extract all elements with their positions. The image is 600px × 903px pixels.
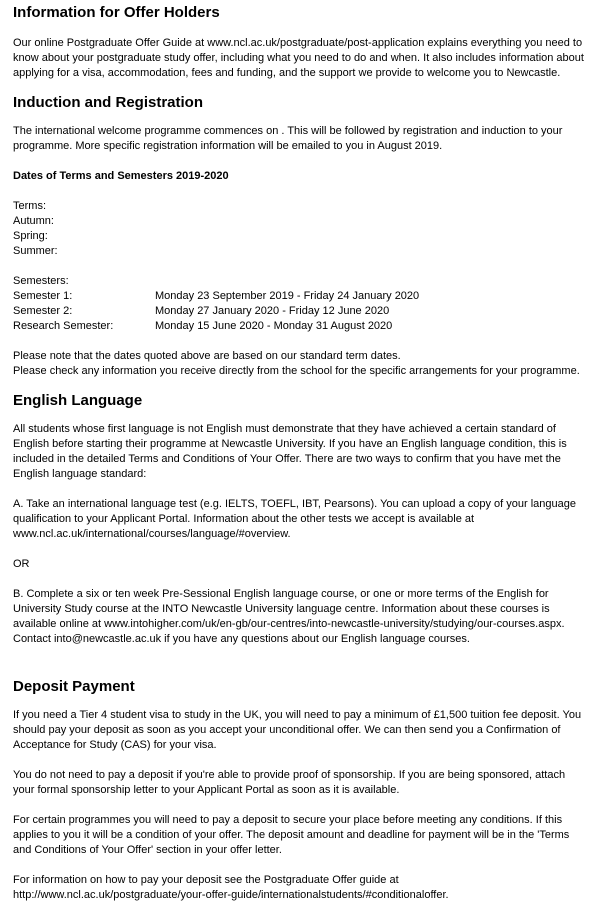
terms-list — [13, 199, 587, 259]
deposit-info-url: http://www.ncl.ac.uk/postgraduate/your-offer-guide/internationalstudents/#conditionaloffer. — [13, 889, 449, 901]
semester-name: Research Semester: — [13, 320, 114, 332]
offer-holders-heading: Information for Offer Holders — [13, 4, 220, 21]
terms-label: Terms: — [13, 200, 46, 212]
english-intro: All students whose first language is not English must demonstrate that they have achieved a certain standard of English before starting their programme at Newcastle University. If you have an English language condition, this is included in the detailed Terms and Conditions of Your Offer. There are two ways to confirm that you have met the English language standard: — [13, 423, 567, 480]
semester-row — [13, 289, 587, 304]
dates-heading: Dates of Terms and Semesters 2019-2020 — [13, 170, 229, 182]
deposit-sponsorship-paragraph: You do not need to pay a deposit if you're able to provide proof of sponsorship. If you are being sponsored, attach your formal sponsorship letter to your Applicant Portal as soon as it is available. — [13, 769, 566, 796]
english-heading: English Language — [13, 392, 143, 409]
term-spring: Spring: — [13, 230, 48, 242]
semesters-list — [13, 274, 587, 334]
school-arrangements-note: Please check any information you receive directly from the school for the specific arrangements for your programme. — [13, 365, 580, 377]
semester-name: Semester 1: — [13, 290, 73, 302]
semester-dates: Monday 23 September 2019 - Friday 24 January 2020 — [155, 290, 420, 302]
semester-dates: Monday 15 June 2020 - Monday 31 August 2020 — [155, 320, 393, 332]
english-option-a: A. Take an international language test (e.g. IELTS, TOEFL, IBT, Pearsons). You can upload a copy of your language qualification to your Applicant Portal. Information about the other tests we accept is available at www.ncl.ac.uk/international/courses/language/#overview. — [13, 498, 576, 540]
deposit-visa-paragraph: If you need a Tier 4 student visa to study in the UK, you will need to pay a minimum of £1,500 tuition fee deposit. You should pay your deposit as soon as you accept your unconditional offer. We can then send you a Confirmation of Acceptance for Study (CAS) for your visa. — [13, 709, 582, 751]
induction-body: The international welcome programme commences on . This will be followed by registration and induction to your programme. More specific registration information will be emailed to you in August 2019. — [13, 125, 563, 152]
term-summer: Summer: — [13, 245, 58, 257]
deposit-info-line: For information on how to pay your deposit see the Postgraduate Offer guide at — [13, 874, 399, 886]
semester-dates: Monday 27 January 2020 - Friday 12 June 2020 — [155, 305, 390, 317]
term-autumn: Autumn: — [13, 215, 54, 227]
english-option-b: B. Complete a six or ten week Pre-Sessional English language course, or one or more terms of the English for University Study course at the INTO Newcastle University language centre. Information about these courses is available online at www.intohigher.com/uk/en-gb/our-centres/into-newcastle-university/studying/our-courses.aspx. Contact into@newcastle.ac.uk if you have any questions about our English language courses. — [13, 588, 565, 645]
offer-holders-body: Our online Postgraduate Offer Guide at www.ncl.ac.uk/postgraduate/post-application explains everything you need to know about your postgraduate study offer, including what you need to do and when. It also includes information about applying for a visa, accommodation, fees and funding, and the support we provide to welcome you to Newcastle. — [13, 37, 584, 79]
english-or: OR — [13, 558, 30, 570]
semesters-label: Semesters: — [13, 275, 69, 287]
deposit-conditions-paragraph: For certain programmes you will need to pay a deposit to secure your place before meeting any conditions. If this applies to you it will be a condition of your offer. The deposit amount and deadline for payment will be in the 'Terms and Conditions of Your Offer' section in your offer letter. — [13, 814, 570, 856]
term-dates-note: Please note that the dates quoted above are based on our standard term dates. — [13, 350, 401, 362]
induction-heading: Induction and Registration — [13, 94, 203, 111]
semester-row — [13, 319, 587, 334]
semester-name: Semester 2: — [13, 305, 73, 317]
semester-row — [13, 304, 587, 319]
deposit-heading: Deposit Payment — [13, 678, 135, 695]
